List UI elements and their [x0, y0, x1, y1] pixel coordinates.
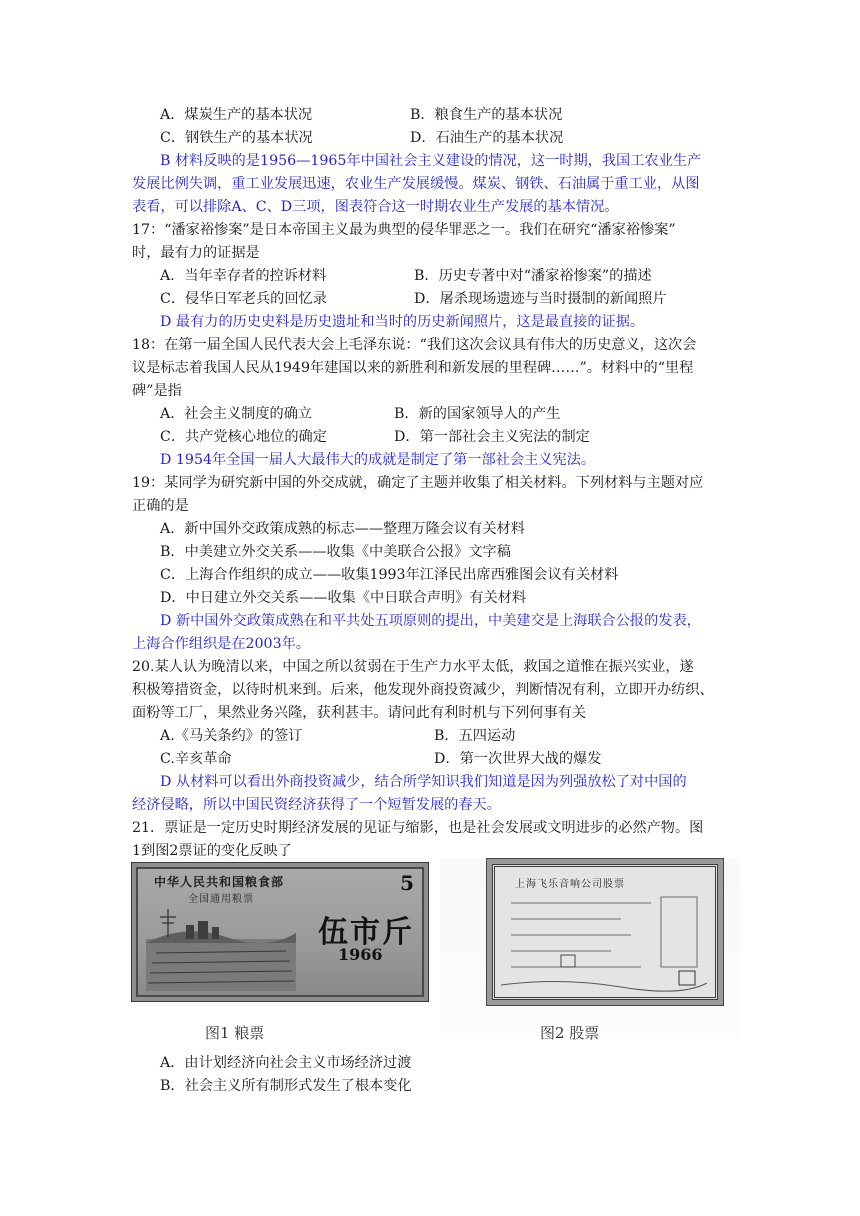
q18-option-c: C．共产党核心地位的确定: [160, 429, 327, 445]
q19-answer-line-1: D 新中国外交政策成熟在和平共处五项原则的提出，中美建交是上海联合公报的发表，: [160, 613, 701, 629]
grain-ticket-subtitle: 全国通用粮票: [188, 894, 254, 905]
q17-stem-line-2: 时，最有力的证据是: [132, 245, 260, 261]
figure-1-caption: 图1 粮票: [205, 1024, 265, 1042]
q20-option-c: C.辛亥革命: [160, 751, 232, 767]
q19-answer-line-2: 上海合作组织是在2003年。: [132, 636, 310, 652]
q16-option-a: A．煤炭生产的基本状况: [160, 107, 313, 123]
q18-stem-line-3: 碑”是指: [132, 383, 182, 399]
q18-option-d: D．第一部社会主义宪法的制定: [394, 429, 590, 445]
q17-option-d: D．屠杀现场遗迹与当时摄制的新闻照片: [414, 291, 667, 307]
q18-answer-line-1: D 1954年全国一届人大最伟大的成就是制定了第一部社会主义宪法。: [160, 452, 596, 468]
q19-option-c: C．上海合作组织的成立——收集1993年江泽民出席西雅图会议有关材料: [160, 567, 619, 583]
grain-ticket-denomination: 5: [400, 871, 414, 895]
grain-field-illustration: [146, 903, 296, 991]
q17-option-a: A．当年幸存者的控诉材料: [160, 268, 327, 284]
q16-option-d: D．石油生产的基本状况: [410, 130, 564, 146]
stock-certificate-image: [486, 858, 724, 1006]
q19-stem-line-1: 19：某同学为研究新中国的外交成就，确定了主题并收集了相关材料。下列材料与主题对应: [132, 475, 704, 491]
q17-option-c: C．侵华日军老兵的回忆录: [160, 291, 327, 307]
q20-option-b: B．五四运动: [434, 728, 516, 744]
q19-option-d: D．中日建立外交关系——收集《中日联合声明》有关材料: [160, 590, 527, 606]
q20-stem-line-2: 积极筹措资金，以待时机来到。后来，他发现外商投资减少，判断情况有利，立即开办纺织、: [132, 682, 714, 698]
q17-stem-line-1: 17：“潘家裕惨案”是日本帝国主义最为典型的侵华罪恶之一。我们在研究“潘家裕惨案”: [132, 222, 676, 238]
q21-stem-line-2: 1到图2票证的变化反映了: [132, 843, 292, 859]
q21-option-b: B．社会主义所有制形式发生了根本变化: [160, 1078, 412, 1094]
q20-answer-line-2: 经济侵略，所以中国民资经济获得了一个短暂发展的春天。: [132, 797, 501, 813]
q19-stem-line-2: 正确的是: [132, 498, 189, 514]
figure-2-caption: 图2 股票: [540, 1024, 600, 1042]
q20-stem-line-1: 20.某人认为晚清以来，中国之所以贫弱在于生产力水平太低，救国之道惟在振兴实业，遂: [132, 659, 694, 675]
q20-answer-line-1: D 从材料可以看出外商投资减少，结合所学知识我们知道是因为列强放松了对中国的: [160, 774, 687, 790]
q19-option-a: A．新中国外交政策成熟的标志——整理万隆会议有关材料: [160, 521, 525, 537]
q20-option-a: A.《马关条约》的签订: [160, 728, 303, 744]
q16-answer-line-2: 发展比例失调，重工业发展迅速，农业生产发展缓慢。煤炭、钢铁、石油属于重工业，从图: [132, 176, 700, 192]
q20-stem-line-3: 面粉等工厂，果然业务兴隆，获利甚丰。请问此有利时机与下列何事有关: [132, 705, 587, 721]
q17-option-b: B．历史专著中对“潘家裕惨案”的描述: [414, 268, 652, 284]
q20-option-d: D．第一次世界大战的爆发: [434, 751, 602, 767]
q18-stem-line-1: 18：在第一届全国人民代表大会上毛泽东说：“我们这次会议具有伟大的历史意义，这次会: [132, 337, 697, 353]
q21-option-a: A．由计划经济向社会主义市场经济过渡: [160, 1055, 412, 1071]
stock-certificate-text-block: [501, 889, 707, 993]
q17-answer-line-1: D 最有力的历史史料是历史遗址和当时的历史新闻照片，这是最直接的证据。: [160, 314, 645, 330]
q16-answer-line-3: 表看，可以排除A、C、D三项，图表符合这一时期农业生产发展的基本情况。: [132, 199, 619, 215]
grain-ticket-amount: 伍市斤: [318, 915, 414, 950]
q21-stem-line-1: 21．票证是一定历史时期经济发展的见证与缩影，也是社会发展或文明进步的必然产物。图: [132, 820, 704, 836]
stock-certificate-header: 上海飞乐音响公司股票: [515, 879, 625, 890]
q16-option-b: B．粮食生产的基本状况: [410, 107, 563, 123]
grain-ticket-header: 中华人民共和国粮食部: [154, 875, 285, 889]
q18-stem-line-2: 议是标志着我国人民从1949年建国以来的新胜利和新发展的里程碑……”。材料中的“里程: [132, 360, 694, 376]
q18-option-a: A．社会主义制度的确立: [160, 406, 313, 422]
q16-answer-line-1: B 材料反映的是1956—1965年中国社会主义建设的情况，这一时期，我国工农业生产: [160, 153, 702, 169]
grain-ticket-year: 1966: [338, 945, 383, 964]
q19-option-b: B．中美建立外交关系——收集《中美联合公报》文字稿: [160, 544, 511, 560]
q16-option-c: C．钢铁生产的基本状况: [160, 130, 313, 146]
q18-option-b: B．新的国家领导人的产生: [394, 406, 561, 422]
grain-ticket-image: [131, 862, 429, 1002]
